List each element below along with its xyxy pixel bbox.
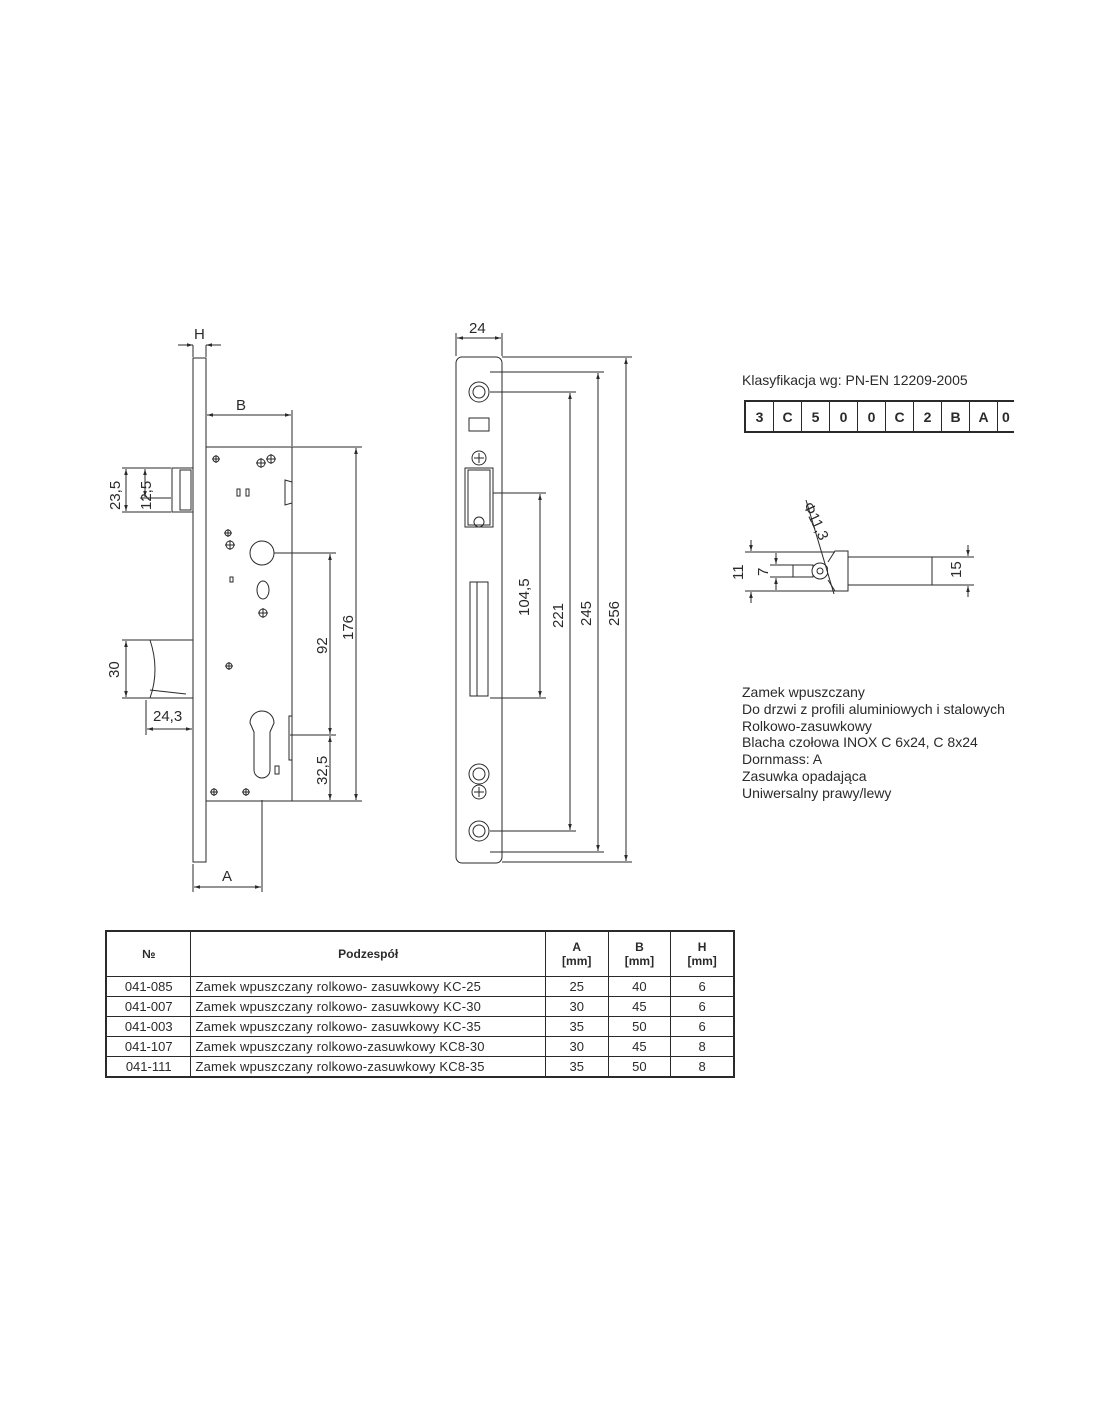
classification-code-cell: C bbox=[774, 402, 802, 431]
dim-15-label: 15 bbox=[948, 561, 965, 578]
dim-176-label: 176 bbox=[340, 614, 357, 640]
header-b bbox=[608, 931, 671, 977]
cell-name: Zamek wpuszczany rolkowo- zasuwkowy KC-25 bbox=[191, 977, 545, 997]
description-line: Blacha czołowa INOX C 6x24, C 8x24 bbox=[742, 734, 978, 751]
dim-24-label: 24 bbox=[469, 320, 486, 337]
classification-code-cell: 0 bbox=[858, 402, 886, 431]
faceplate-front-view bbox=[456, 357, 502, 863]
cell-name: Zamek wpuszczany rolkowo-zasuwkowy KC8-35 bbox=[191, 1057, 545, 1078]
cell-a: 35 bbox=[545, 1057, 608, 1078]
classification-code-cell: 3 bbox=[746, 402, 774, 431]
cell-a: 30 bbox=[545, 1037, 608, 1057]
cell-a: 25 bbox=[545, 977, 608, 997]
dim-h-label: H bbox=[194, 326, 205, 343]
product-description bbox=[742, 684, 1005, 802]
table-row bbox=[106, 1037, 734, 1057]
cell-no: 041-107 bbox=[106, 1037, 191, 1057]
cell-h: 6 bbox=[671, 997, 734, 1017]
table-row bbox=[106, 977, 734, 997]
dim-b-label: B bbox=[236, 397, 247, 414]
description-line: Do drzwi z profili aluminiowych i stalowych bbox=[742, 700, 1005, 717]
classification-code-cell: 5 bbox=[802, 402, 830, 431]
dim-221-label: 221 bbox=[550, 602, 567, 628]
header-name: Podzespół bbox=[191, 931, 545, 977]
cell-h: 8 bbox=[671, 1057, 734, 1078]
cell-h: 6 bbox=[671, 977, 734, 997]
dim-92-label: 92 bbox=[314, 637, 331, 654]
dim-11-label: 11 bbox=[730, 564, 747, 580]
header-h bbox=[671, 931, 734, 977]
dim-a-label: A bbox=[222, 868, 233, 885]
cell-b: 50 bbox=[608, 1057, 671, 1078]
cell-b: 45 bbox=[608, 1037, 671, 1057]
table-row bbox=[106, 1057, 734, 1078]
header-a-unit: [mm] bbox=[562, 954, 592, 968]
classification-code-cell: 0 bbox=[830, 402, 858, 431]
cell-a: 35 bbox=[545, 1017, 608, 1037]
table-row bbox=[106, 1017, 734, 1037]
lock-side-view bbox=[150, 358, 292, 862]
table-row bbox=[106, 997, 734, 1017]
cell-name: Zamek wpuszczany rolkowo- zasuwkowy KC-35 bbox=[191, 1017, 545, 1037]
header-a bbox=[545, 931, 608, 977]
description-line: Zamek wpuszczany bbox=[742, 684, 865, 700]
classification-code-box bbox=[744, 400, 1014, 433]
cell-b: 40 bbox=[608, 977, 671, 997]
header-a-label: A bbox=[572, 940, 582, 954]
dim-30-label: 30 bbox=[106, 661, 123, 678]
classification-code-cell: B bbox=[942, 402, 970, 431]
description-line: Uniwersalny prawy/lewy bbox=[742, 784, 892, 801]
cell-name: Zamek wpuszczany rolkowo-zasuwkowy KC8-30 bbox=[191, 1037, 545, 1057]
classification-code-cell: A bbox=[970, 402, 998, 431]
cell-no: 041-111 bbox=[106, 1057, 191, 1078]
cell-no: 041-007 bbox=[106, 997, 191, 1017]
header-h-unit: [mm] bbox=[687, 954, 717, 968]
classification-title: Klasyfikacja wg: PN-EN 12209-2005 bbox=[742, 372, 968, 388]
description-line: Zasuwka opadająca bbox=[742, 767, 867, 784]
cell-no: 041-085 bbox=[106, 977, 191, 997]
dim-245-label: 245 bbox=[578, 600, 595, 626]
cell-b: 45 bbox=[608, 997, 671, 1017]
classification-code-cell: C bbox=[886, 402, 914, 431]
cell-h: 8 bbox=[671, 1037, 734, 1057]
header-b-unit: [mm] bbox=[624, 954, 655, 968]
cell-no: 041-003 bbox=[106, 1017, 191, 1037]
header-b-label: B bbox=[635, 940, 644, 954]
dim-32-5-label: 32,5 bbox=[314, 755, 331, 785]
table-header-row bbox=[106, 931, 734, 977]
dim-23-5-label: 23,5 bbox=[107, 480, 124, 510]
dim-7-label: 7 bbox=[755, 567, 772, 576]
dim-104-5-label: 104,5 bbox=[516, 578, 533, 616]
cell-h: 6 bbox=[671, 1017, 734, 1037]
parts-table bbox=[105, 930, 735, 1078]
header-no: № bbox=[106, 931, 191, 977]
dim-24-3-label: 24,3 bbox=[153, 708, 183, 725]
classification-code-cell: 2 bbox=[914, 402, 942, 431]
cell-b: 50 bbox=[608, 1017, 671, 1037]
description-line: Rolkowo-zasuwkowy bbox=[742, 717, 872, 734]
header-h-label: H bbox=[697, 940, 707, 954]
dim-256-label: 256 bbox=[606, 600, 623, 626]
dim-diameter-label: Φ11,3 bbox=[799, 499, 832, 543]
classification-code-cell: 0 bbox=[1002, 408, 1010, 425]
dim-12-5-label: 12,5 bbox=[138, 480, 155, 510]
pin-detail bbox=[745, 500, 974, 603]
description-line: Dornmass: A bbox=[742, 751, 823, 768]
cell-a: 30 bbox=[545, 997, 608, 1017]
cell-name: Zamek wpuszczany rolkowo- zasuwkowy KC-30 bbox=[191, 997, 545, 1017]
